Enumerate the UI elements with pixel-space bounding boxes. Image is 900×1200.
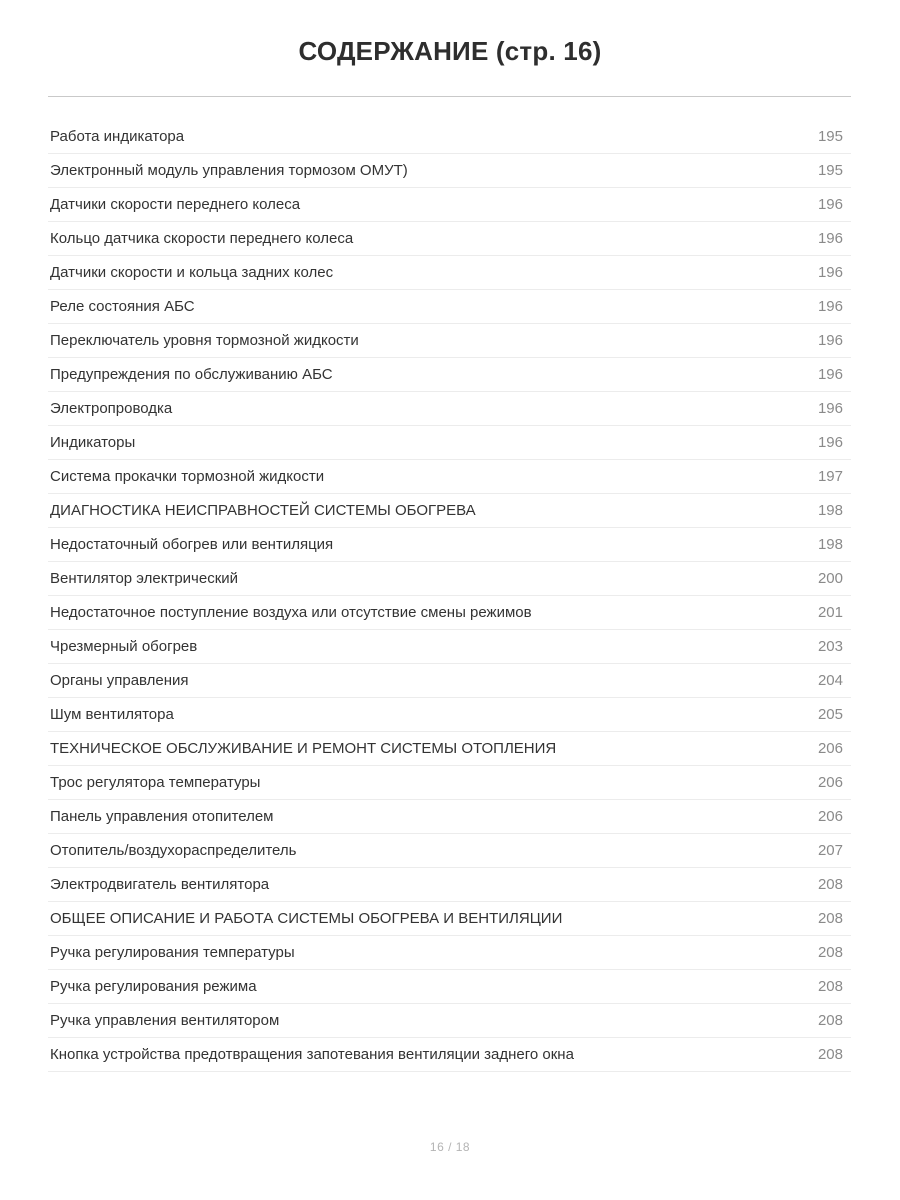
toc-entry-title: Переключатель уровня тормозной жидкости xyxy=(50,332,359,349)
toc-entry-title: Отопитель/воздухораспределитель xyxy=(50,842,297,859)
toc-entry-title: Работа индикатора xyxy=(50,128,185,145)
toc-entry-page-number: 203 xyxy=(817,638,843,655)
toc-entry[interactable] xyxy=(48,120,851,154)
toc-entry-title: Электронный модуль управления тормозом ОМУТ) xyxy=(50,162,408,179)
toc-entry-title: Трос регулятора температуры xyxy=(50,774,261,791)
toc-entry-title: Вентилятор электрический xyxy=(50,570,239,587)
toc-entry-page-number: 208 xyxy=(817,1012,843,1029)
toc-entry-title: Недостаточное поступление воздуха или отсутствие смены режимов xyxy=(50,604,532,621)
toc-entry[interactable] xyxy=(48,324,851,358)
toc-entry-title: ДИАГНОСТИКА НЕИСПРАВНОСТЕЙ СИСТЕМЫ ОБОГРЕВА xyxy=(50,502,476,519)
toc-entry[interactable] xyxy=(48,188,851,222)
toc-entry-title: Электродвигатель вентилятора xyxy=(50,876,270,893)
toc-entry-page-number: 200 xyxy=(817,570,843,587)
toc-entry-page-number: 198 xyxy=(817,502,843,519)
toc-entry-page-number: 196 xyxy=(817,366,843,383)
toc-entry[interactable] xyxy=(48,562,851,596)
toc-entry-title: Реле состояния АБС xyxy=(50,298,195,315)
toc-entry-page-number: 198 xyxy=(817,536,843,553)
toc-entry-title: Кольцо датчика скорости переднего колеса xyxy=(50,230,354,247)
toc-entry[interactable] xyxy=(48,426,851,460)
toc-entry[interactable] xyxy=(48,936,851,970)
toc-entry[interactable] xyxy=(48,902,851,936)
toc-entry[interactable] xyxy=(48,222,851,256)
toc-entry-page-number: 195 xyxy=(817,162,843,179)
toc-entry[interactable] xyxy=(48,630,851,664)
toc-entry-title: Ручка регулирования режима xyxy=(50,978,257,995)
toc-entry[interactable] xyxy=(48,392,851,426)
toc-entry[interactable] xyxy=(48,1038,851,1072)
toc-entry-title: ОБЩЕЕ ОПИСАНИЕ И РАБОТА СИСТЕМЫ ОБОГРЕВА И ВЕНТИЛЯЦИИ xyxy=(50,910,563,927)
toc-entry-page-number: 208 xyxy=(817,1046,843,1063)
toc-entry-page-number: 208 xyxy=(817,944,843,961)
toc-entry-page-number: 206 xyxy=(817,740,843,757)
toc-entry-page-number: 197 xyxy=(817,468,843,485)
toc-entry-title: Недостаточный обогрев или вентиляция xyxy=(50,536,334,553)
toc-entry-page-number: 195 xyxy=(817,128,843,145)
toc-entry-page-number: 208 xyxy=(817,910,843,927)
toc-entry-title: Кнопка устройства предотвращения запотевания вентиляции заднего окна xyxy=(50,1046,574,1063)
toc-entry[interactable] xyxy=(48,868,851,902)
toc-entry[interactable] xyxy=(48,698,851,732)
toc-entry-page-number: 196 xyxy=(817,264,843,281)
toc-entry[interactable] xyxy=(48,834,851,868)
toc-entry-title: Электропроводка xyxy=(50,400,173,417)
toc-entry-page-number: 196 xyxy=(817,434,843,451)
table-of-contents xyxy=(48,120,851,1072)
toc-entry-title: Органы управления xyxy=(50,672,189,689)
toc-entry[interactable] xyxy=(48,460,851,494)
toc-entry-page-number: 206 xyxy=(817,808,843,825)
toc-entry[interactable] xyxy=(48,596,851,630)
toc-entry-page-number: 196 xyxy=(817,332,843,349)
page-title: СОДЕРЖАНИЕ (стр. 16) xyxy=(298,36,602,66)
toc-entry-page-number: 201 xyxy=(817,604,843,621)
toc-entry[interactable] xyxy=(48,290,851,324)
toc-entry-page-number: 196 xyxy=(817,400,843,417)
toc-entry[interactable] xyxy=(48,732,851,766)
toc-entry[interactable] xyxy=(48,1004,851,1038)
title-divider xyxy=(48,96,851,97)
toc-entry-page-number: 196 xyxy=(817,230,843,247)
toc-entry-title: ТЕХНИЧЕСКОЕ ОБСЛУЖИВАНИЕ И РЕМОНТ СИСТЕМЫ ОТОПЛЕНИЯ xyxy=(50,740,557,757)
toc-entry[interactable] xyxy=(48,766,851,800)
toc-entry-page-number: 196 xyxy=(817,298,843,315)
toc-entry-title: Предупреждения по обслуживанию АБС xyxy=(50,366,333,383)
toc-entry[interactable] xyxy=(48,154,851,188)
toc-entry-title: Датчики скорости переднего колеса xyxy=(50,196,301,213)
toc-entry-title: Ручка регулирования температуры xyxy=(50,944,295,961)
toc-entry-title: Датчики скорости и кольца задних колес xyxy=(50,264,334,281)
page-footer: 16 / 18 xyxy=(429,1140,471,1154)
toc-entry-page-number: 208 xyxy=(817,978,843,995)
toc-entry-page-number: 208 xyxy=(817,876,843,893)
toc-entry-page-number: 207 xyxy=(817,842,843,859)
toc-entry[interactable] xyxy=(48,494,851,528)
toc-entry-title: Чрезмерный обогрев xyxy=(50,638,198,655)
toc-entry-title: Ручка управления вентилятором xyxy=(50,1012,280,1029)
toc-entry-title: Панель управления отопителем xyxy=(50,808,274,825)
toc-entry-page-number: 204 xyxy=(817,672,843,689)
toc-entry[interactable] xyxy=(48,358,851,392)
toc-entry[interactable] xyxy=(48,256,851,290)
toc-entry[interactable] xyxy=(48,528,851,562)
toc-entry-title: Шум вентилятора xyxy=(50,706,174,723)
toc-entry-page-number: 196 xyxy=(817,196,843,213)
toc-entry[interactable] xyxy=(48,800,851,834)
toc-entry-page-number: 206 xyxy=(817,774,843,791)
toc-entry[interactable] xyxy=(48,970,851,1004)
toc-entry[interactable] xyxy=(48,664,851,698)
toc-entry-page-number: 205 xyxy=(817,706,843,723)
toc-entry-title: Система прокачки тормозной жидкости xyxy=(50,468,325,485)
toc-entry-title: Индикаторы xyxy=(50,434,136,451)
